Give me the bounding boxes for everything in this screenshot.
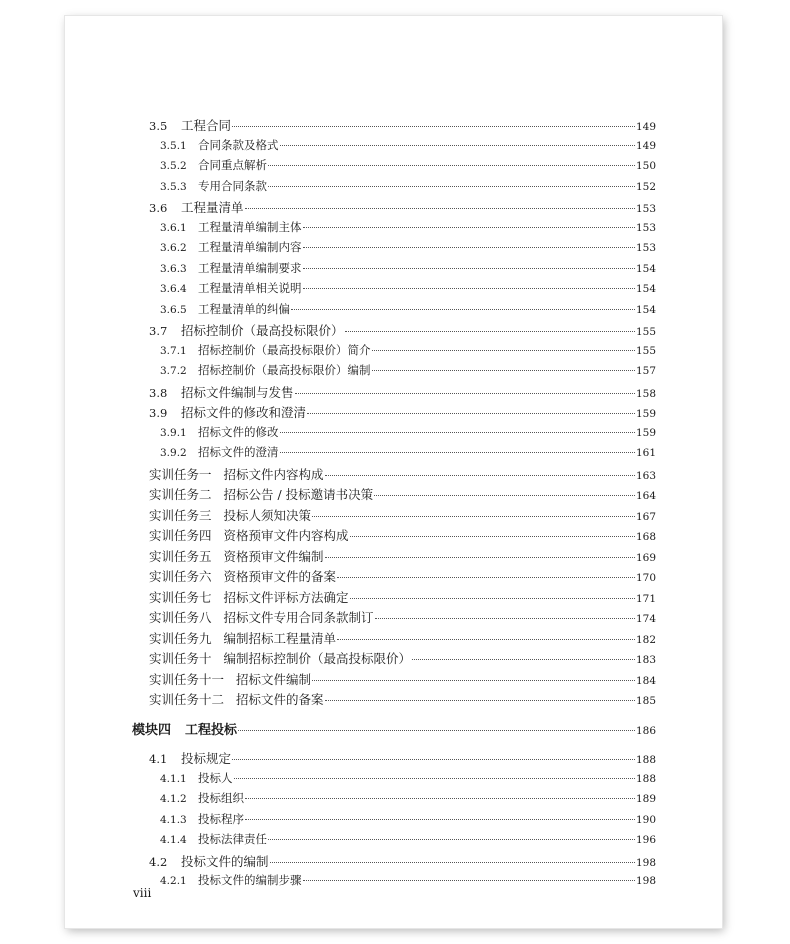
toc-entry-title: 合同重点解析 [198, 158, 267, 172]
toc-entry-page: 168 [635, 531, 656, 543]
toc-entry-title: 工程投标 [185, 723, 238, 738]
toc-entry-number: 3.6.1 [160, 221, 187, 234]
toc-entry-number: 实训任务九 [149, 630, 212, 646]
toc-entry-19[interactable] [149, 485, 656, 503]
toc-entry-title: 编制招标工程量清单 [223, 630, 337, 646]
toc-leader-dots [345, 331, 635, 332]
toc-entry-title: 招标文件的备案 [236, 692, 324, 707]
toc-entry-page: 190 [635, 813, 656, 826]
toc-entry-page: 149 [635, 121, 656, 133]
toc-entry-8[interactable] [160, 260, 656, 276]
toc-entry-30[interactable] [132, 719, 656, 738]
toc-entry-page: 163 [635, 469, 656, 482]
toc-entry-page: 186 [635, 725, 656, 737]
toc-entry-11[interactable] [149, 321, 656, 339]
toc-entry-title: 资格预审文件的备案 [223, 569, 337, 584]
toc-entry-number: 4.1 [149, 752, 168, 766]
toc-entry-page: 153 [635, 242, 656, 254]
toc-entry-title: 投标规定 [181, 751, 232, 766]
toc-entry-title: 投标程序 [198, 811, 244, 826]
toc-entry-5[interactable] [149, 198, 656, 216]
toc-entry-number: 实训任务八 [149, 610, 212, 625]
toc-leader-dots [295, 393, 635, 394]
toc-entry-page: 171 [635, 592, 656, 605]
toc-entry-page: 167 [635, 510, 656, 523]
toc-entry-page: 154 [635, 283, 656, 295]
toc-entry-title: 投标法律责任 [198, 832, 267, 846]
toc-entry-12[interactable] [160, 342, 656, 358]
toc-entry-4[interactable] [160, 178, 656, 194]
toc-entry-number: 实训任务四 [149, 528, 212, 543]
toc-entry-page: 159 [635, 426, 656, 439]
toc-entry-number: 实训任务十一 [149, 671, 225, 687]
toc-leader-dots [245, 798, 635, 799]
toc-leader-dots [280, 145, 635, 146]
toc-leader-dots [268, 165, 635, 166]
toc-entry-number: 3.7 [149, 324, 168, 338]
toc-leader-dots [374, 495, 635, 496]
toc-leader-dots [234, 778, 635, 779]
toc-leader-dots [350, 536, 635, 537]
toc-entry-page: 196 [635, 834, 656, 846]
toc-leader-dots [245, 819, 635, 820]
toc-entry-number: 模块四 [132, 723, 172, 738]
toc-entry-title: 招标文件专用合同条款制订 [223, 610, 374, 625]
toc-entry-page: 150 [635, 160, 656, 172]
toc-entry-number: 实训任务七 [149, 589, 212, 605]
toc-entry-number: 3.5.2 [160, 160, 187, 172]
toc-entry-34[interactable] [160, 811, 656, 827]
toc-leader-dots [312, 516, 635, 517]
document-page [65, 16, 722, 928]
toc-entry-10[interactable] [160, 301, 656, 317]
toc-leader-dots [303, 268, 635, 269]
toc-entry-page: 185 [635, 695, 656, 707]
toc-entry-number: 4.1.3 [160, 813, 187, 826]
toc-entry-15[interactable] [149, 403, 656, 421]
toc-entry-number: 实训任务六 [149, 569, 212, 584]
toc-leader-dots [303, 247, 635, 248]
toc-entry-14[interactable] [149, 383, 656, 401]
toc-entry-title: 招标公告 / 投标邀请书决策 [223, 487, 374, 502]
toc-entry-number: 3.8 [149, 385, 168, 400]
toc-entry-number: 4.1.1 [160, 772, 187, 785]
toc-entry-page: 161 [635, 447, 656, 459]
toc-entry-31[interactable] [149, 749, 656, 767]
toc-entry-20[interactable] [149, 506, 656, 524]
toc-entry-24[interactable] [149, 588, 656, 606]
toc-leader-dots [303, 288, 635, 289]
toc-entry-number: 实训任务十二 [149, 692, 225, 707]
toc-entry-title: 招标文件内容构成 [223, 466, 324, 482]
page-folio: viii [133, 886, 152, 900]
toc-entry-page: 159 [635, 408, 656, 420]
toc-entry-page: 189 [635, 793, 656, 805]
toc-entry-page: 149 [635, 139, 656, 152]
toc-entry-number: 3.9.2 [160, 447, 187, 459]
toc-entry-title: 工程量清单 [181, 200, 244, 215]
toc-entry-37[interactable] [160, 872, 656, 888]
toc-entry-7[interactable] [160, 239, 656, 255]
toc-entry-number: 3.6.5 [160, 303, 187, 316]
toc-entry-number: 3.7.2 [160, 365, 187, 377]
toc-entry-number: 实训任务五 [149, 548, 212, 564]
toc-entry-page: 198 [635, 875, 656, 887]
toc-entry-page: 170 [635, 572, 656, 584]
toc-leader-dots [375, 618, 635, 619]
toc-entry-title: 招标控制价（最高投标限价） [181, 323, 344, 338]
toc-leader-dots [270, 862, 635, 863]
toc-entry-number: 3.6.3 [160, 262, 187, 275]
toc-entry-page: 188 [635, 772, 656, 785]
toc-entry-28[interactable] [149, 670, 656, 688]
toc-leader-dots [291, 309, 635, 310]
toc-entry-18[interactable] [149, 465, 656, 483]
toc-entry-page: 153 [635, 203, 656, 215]
toc-leader-dots [337, 639, 635, 640]
toc-entry-title: 工程量清单编制主体 [198, 219, 302, 234]
toc-leader-dots [350, 598, 635, 599]
toc-entry-page: 174 [635, 613, 656, 625]
toc-entry-page: 153 [635, 221, 656, 234]
toc-leader-dots [232, 126, 635, 127]
toc-entry-number: 4.2 [149, 854, 168, 869]
toc-entry-29[interactable] [149, 690, 656, 708]
toc-entry-page: 155 [635, 344, 656, 357]
toc-entry-title: 工程量清单编制内容 [198, 240, 302, 254]
toc-entry-page: 164 [635, 490, 656, 502]
toc-entry-number: 3.5 [149, 119, 168, 133]
toc-entry-title: 投标组织 [198, 791, 244, 805]
toc-entry-36[interactable] [149, 852, 656, 870]
toc-leader-dots [238, 730, 635, 731]
toc-entry-23[interactable] [149, 567, 656, 585]
toc-leader-dots [245, 208, 635, 209]
toc-entry-page: 154 [635, 303, 656, 316]
toc-entry-number: 实训任务十 [149, 651, 212, 666]
toc-leader-dots [303, 227, 635, 228]
toc-entry-title: 专用合同条款 [198, 178, 267, 193]
toc-entry-number: 实训任务二 [149, 487, 212, 502]
toc-entry-title: 工程量清单编制要求 [198, 260, 302, 275]
toc-entry-number: 4.1.2 [160, 793, 187, 805]
toc-entry-number: 3.7.1 [160, 344, 187, 357]
toc-leader-dots [372, 350, 635, 351]
toc-entry-title: 招标控制价（最高投标限价）编制 [198, 363, 371, 377]
toc-entry-page: 158 [635, 387, 656, 400]
toc-entry-9[interactable] [160, 280, 656, 296]
toc-entry-number: 实训任务一 [149, 466, 212, 482]
toc-entry-page: 169 [635, 551, 656, 564]
toc-entry-title: 招标控制价（最高投标限价）简介 [198, 342, 371, 357]
toc-entry-21[interactable] [149, 526, 656, 544]
toc-leader-dots [268, 839, 635, 840]
toc-entry-title: 招标文件的澄清 [198, 445, 279, 459]
toc-leader-dots [412, 659, 635, 660]
toc-entry-33[interactable] [160, 790, 656, 806]
toc-entry-title: 资格预审文件内容构成 [223, 528, 349, 543]
toc-entry-35[interactable] [160, 831, 656, 847]
toc-entry-number: 3.5.3 [160, 180, 187, 193]
toc-entry-page: 184 [635, 674, 656, 687]
toc-entry-title: 编制招标控制价（最高投标限价） [223, 651, 412, 666]
toc-entry-17[interactable] [160, 444, 656, 460]
toc-entry-27[interactable] [149, 649, 656, 667]
toc-entry-title: 资格预审文件编制 [223, 548, 324, 564]
toc-entry-title: 招标文件的修改 [198, 424, 279, 439]
toc-entry-number: 实训任务三 [149, 507, 212, 523]
toc-leader-dots [325, 557, 635, 558]
toc-entry-22[interactable] [149, 547, 656, 565]
toc-entry-title: 工程量清单的纠偏 [198, 301, 290, 316]
toc-entry-title: 工程合同 [181, 118, 232, 133]
toc-entry-number: 3.9 [149, 406, 168, 420]
toc-entry-number: 3.5.1 [160, 139, 187, 152]
toc-leader-dots [307, 413, 635, 414]
toc-entry-title: 招标文件编制与发售 [181, 384, 294, 400]
toc-entry-page: 198 [635, 856, 656, 869]
toc-entry-number: 4.2.1 [160, 875, 187, 887]
toc-entry-16[interactable] [160, 424, 656, 440]
toc-entry-page: 182 [635, 633, 656, 646]
toc-leader-dots [325, 475, 635, 476]
toc-entry-title: 合同条款及格式 [198, 137, 279, 152]
toc-leader-dots [337, 577, 635, 578]
toc-entry-title: 投标文件的编制步骤 [198, 873, 302, 887]
toc-entry-title: 工程量清单相关说明 [198, 281, 302, 295]
toc-leader-dots [268, 186, 635, 187]
toc-entry-1[interactable] [149, 116, 656, 134]
toc-entry-26[interactable] [149, 629, 656, 647]
toc-entry-title: 投标文件的编制 [181, 853, 269, 869]
toc-entry-page: 157 [635, 365, 656, 377]
toc-entry-page: 154 [635, 262, 656, 275]
toc-entry-title: 招标文件的修改和澄清 [181, 405, 307, 420]
toc-entry-title: 投标人须知决策 [223, 507, 312, 523]
toc-entry-number: 3.6 [149, 201, 168, 215]
toc-entry-title: 招标文件编制 [236, 671, 312, 687]
toc-entry-number: 3.6.4 [160, 283, 187, 295]
toc-entry-13[interactable] [160, 362, 656, 378]
toc-entry-number: 4.1.4 [160, 834, 187, 846]
toc-entry-number: 3.9.1 [160, 426, 187, 439]
toc-entry-32[interactable] [160, 770, 656, 786]
toc-entry-6[interactable] [160, 219, 656, 235]
toc-entry-title: 投标人 [198, 770, 233, 785]
toc-entry-number: 3.6.2 [160, 242, 187, 254]
toc-leader-dots [232, 759, 635, 760]
toc-entry-page: 183 [635, 654, 656, 666]
toc-entry-title: 招标文件评标方法确定 [223, 589, 349, 605]
toc-leader-dots [303, 880, 635, 881]
toc-entry-page: 188 [635, 754, 656, 766]
toc-entry-page: 155 [635, 326, 656, 338]
toc-leader-dots [280, 452, 635, 453]
toc-leader-dots [280, 432, 635, 433]
toc-leader-dots [312, 680, 635, 681]
toc-leader-dots [372, 370, 635, 371]
toc-entry-page: 152 [635, 180, 656, 193]
toc-entry-2[interactable] [160, 137, 656, 153]
toc-entry-25[interactable] [149, 608, 656, 626]
toc-entry-3[interactable] [160, 157, 656, 173]
toc-leader-dots [325, 700, 635, 701]
